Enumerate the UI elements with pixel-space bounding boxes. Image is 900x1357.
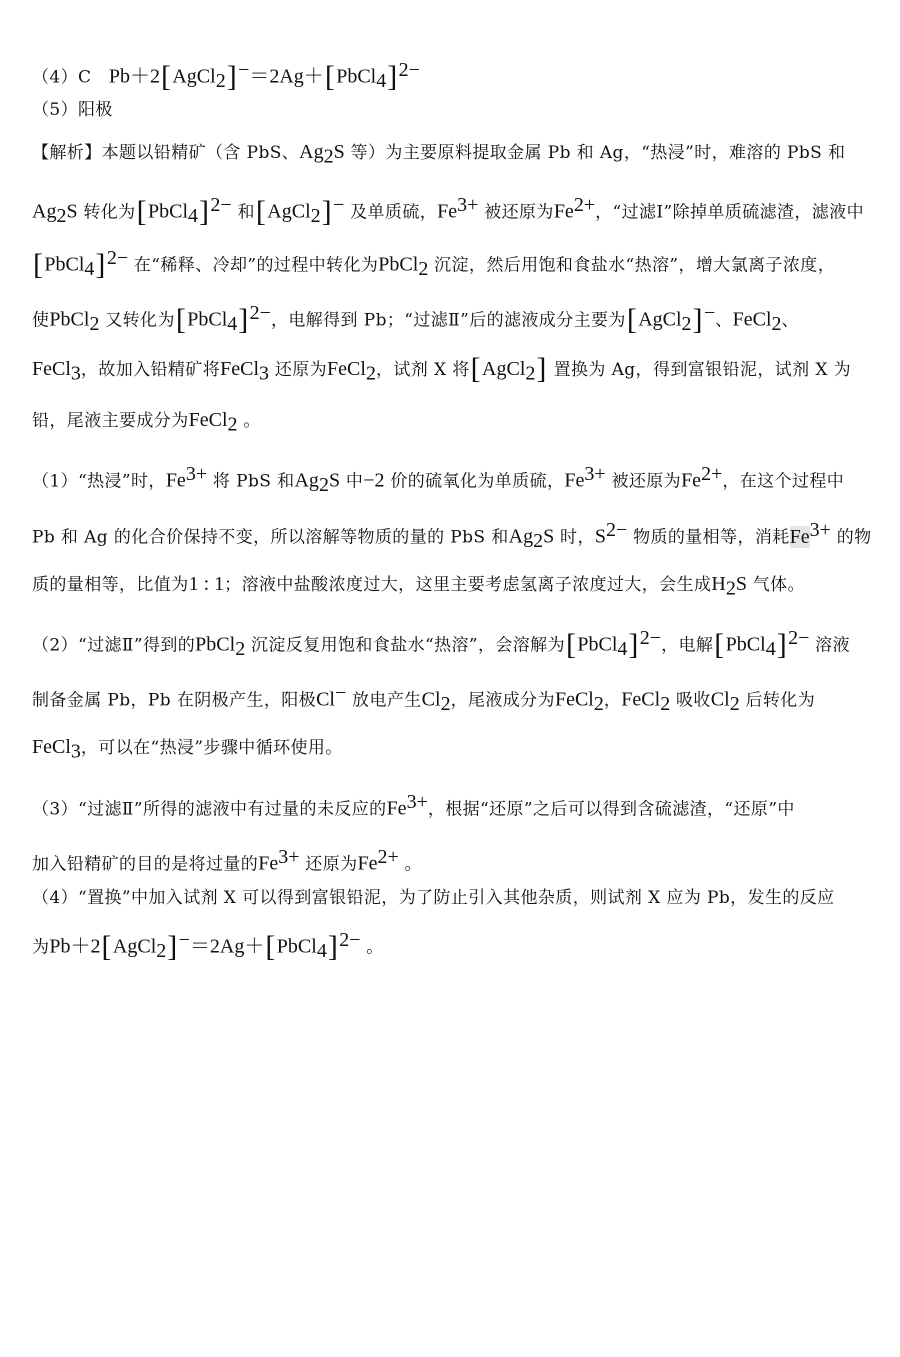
text-run: （5）阳极 [32,100,113,120]
text-run: 、 [715,310,733,331]
bracket: [ [136,194,147,228]
subscript: 4 [188,205,199,228]
formula-run: S [735,573,747,595]
superscript: 2− [210,194,232,216]
text-run: 被还原为 [478,202,554,223]
formula-run: PbCl [577,633,618,656]
formula-run: FeCl [621,688,661,711]
text-run: 吸收 [670,690,711,711]
text-run: ，在这个过程中 [722,471,845,492]
text-run: 时， [554,527,595,548]
subscript: 4 [765,638,776,661]
subscript: 2 [729,693,740,716]
formula-run: FeCl [188,409,228,431]
bracket: ] [327,929,339,963]
bracket: [ [265,929,276,963]
formula-run: Ag [508,525,534,548]
text-run: ，根据“还原”之后可以得到含硫滤渣，“还原”中 [427,799,795,820]
superscript: 2− [339,929,361,951]
formula-run: ＝2Ag＋ [189,935,265,958]
text-run: 价的硫氧化为单质硫， [384,471,565,492]
text-run: 。 [360,937,384,958]
bracket: [ [175,302,187,336]
text-run: 等）为主要原料提取金属 Pb 和 Ag，“热浸”时，难溶的 PbS 和 [344,143,846,163]
analysis-4 [32,301,872,336]
text-run: 将 PbS 和 [207,471,295,492]
text-run: （3）“过滤Ⅱ”所得的滤液中有过量的未反应的 [32,799,387,820]
superscript: 2+ [701,463,723,485]
bracket: ] [387,59,398,93]
formula-run: PbCl [336,65,377,88]
formula-run: Cl [710,688,730,711]
text-run: 使 [32,310,50,331]
subscript: 2 [593,693,604,716]
superscript: − [178,929,190,951]
subscript: 2 [156,940,167,963]
superscript: 2− [605,519,628,541]
formula-run: Fe [165,469,186,492]
answer-4 [32,58,872,93]
superscript: − [703,302,716,324]
analysis-1 [32,140,872,168]
formula-run: PbCl [276,935,317,958]
text-run: 气体。 [746,575,805,595]
text-run: （1）“热浸”时， [32,471,166,492]
formula-run: S [66,200,78,223]
text-run: 制备金属 Pb，Pb 在阴极产生，阳极 [32,690,317,711]
text-run: 及单质硫， [344,202,438,223]
superscript: − [238,59,250,81]
answer-5 [32,98,872,122]
formula-run: FeCl [327,358,366,380]
highlighted-formula-run: Fe [789,525,810,548]
bracket: ] [238,302,249,336]
bracket: [ [565,627,577,661]
bracket: ] [536,352,547,385]
superscript: 2− [249,302,271,324]
text-run: 为 [32,937,50,958]
subscript: 2 [440,693,451,716]
formula-run: PbCl [195,633,236,656]
formula-run: AgCl [482,358,526,380]
text-run: 、 [781,310,799,331]
part-1-line-2 [32,518,872,553]
text-run: 中 [340,471,364,492]
subscript: 4 [227,313,238,336]
analysis-6 [32,408,872,436]
formula-run: ＋2 [129,65,160,88]
bracket: [ [101,929,112,963]
bracket: [ [33,247,44,281]
part-1-line-1 [32,462,872,497]
subscript: 2 [215,70,226,93]
text-run: 后转化为 [739,690,816,711]
formula-run: PbCl [44,253,85,276]
bracket: ] [628,627,639,661]
subscript: 4 [617,638,628,661]
formula-run: AgCl [172,65,216,88]
subscript: 2 [725,577,736,600]
subscript: 2 [318,474,329,497]
analysis-2 [32,193,872,228]
formula-run: Fe [553,200,574,223]
bracket: ] [321,194,333,228]
formula-run: −2 [363,469,385,492]
text-run: 又转化为 [99,310,175,331]
subscript: 2 [89,313,100,336]
subscript: 4 [376,70,387,93]
formula-run: PbCl [147,200,189,223]
formula-run: Ag [294,469,319,492]
text-run: ，“过滤Ⅰ”除掉单质硫滤渣，滤液中 [595,202,864,223]
part-3-line-2 [32,845,872,877]
formula-run: Fe [386,797,407,820]
text-run: 放电产生 [346,690,422,711]
text-run: ；溶液中盐酸浓度过大，这里主要考虑氢离子浓度过大，会生成 [224,575,712,595]
subscript: 2 [418,258,429,281]
text-run: 加入铅精矿的目的是将过量的 [32,854,259,875]
superscript: 3+ [809,519,831,541]
formula-run: Pb＋2 [49,935,101,958]
part-3-line-1 [32,790,872,822]
formula-run: S [543,525,555,548]
superscript: 2− [788,627,810,649]
bracket: ] [692,302,703,336]
text-run: 质的量相等，比值为 [32,575,189,595]
formula-run: FeCl [32,736,71,758]
subscript: 2 [365,362,376,385]
text-run: 沉淀反复用饱和食盐水“热溶”，会溶解为 [245,635,565,656]
bracket: [ [470,352,482,385]
text-run: ，尾液成分为 [450,690,555,711]
formula-run: AgCl [112,935,157,958]
text-run: ，故加入铅精矿将 [80,360,221,380]
superscript: 3+ [584,463,606,485]
text-run: （4）“置换”中加入试剂 X 可以得到富银铅泥，为了防止引入其他杂质，则试剂 X 应为 Pb，发生的反应 [32,888,835,908]
text-run: 置换为 Ag，得到富银铅泥，试剂 X 为 [547,360,852,380]
text-run: （2）“过滤Ⅱ”得到的 [32,635,196,656]
bracket: [ [255,194,267,228]
subscript: 3 [70,362,81,385]
text-run: ，可以在“热浸”步骤中循环使用。 [80,738,343,758]
part-4-line-2 [32,928,872,963]
subscript: 2 [56,205,67,228]
text-run: 铅，尾液主要成分为 [32,411,189,431]
bracket: [ [324,59,336,93]
formula-run: S [328,469,341,492]
text-run: 溶液 [809,635,850,656]
text-run: 还原为 [269,360,328,380]
formula-run: PbCl [378,253,419,276]
formula-run: FeCl [554,688,594,711]
text-run: 【解析】本题以铅精矿（含 PbS、 [32,143,300,163]
text-run: Pb 和 Ag 的化合价保持不变，所以溶解等物质的量的 PbS 和 [32,527,509,548]
superscript: − [333,194,345,216]
text-run: ， [603,690,622,711]
subscript: 3 [259,362,270,385]
formula-run: Ag [32,200,57,223]
bracket: ] [167,929,178,963]
subscript: 4 [316,940,327,963]
superscript: 2− [398,59,420,81]
superscript: 3+ [185,463,208,485]
subscript: 2 [235,638,246,661]
part-1-line-3 [32,572,872,600]
superscript: 2− [106,247,129,269]
bracket: ] [776,627,788,661]
subscript: 2 [681,313,692,336]
superscript: 2− [639,627,662,649]
formula-run: PbCl [187,308,228,331]
formula-run: Cl [316,688,335,711]
subscript: 2 [323,145,334,168]
formula-run: FeCl [732,308,772,331]
formula-run: 1 : 1 [188,573,225,595]
bracket: ] [199,194,210,228]
formula-run: AgCl [638,308,682,331]
formula-run: Fe [681,469,702,492]
formula-run: FeCl [220,358,260,380]
formula-run: Fe [564,469,585,492]
superscript: 3+ [278,846,300,868]
superscript: 3+ [406,791,428,813]
subscript: 3 [70,740,81,763]
subscript: 2 [310,205,321,228]
formula-run: S [333,141,345,163]
bracket: ] [95,247,106,281]
formula-run: S [594,525,606,548]
text-run: 还原为 [299,854,358,875]
formula-run: ＝2Ag＋ [249,65,324,88]
text-run: ，电解 [661,635,714,656]
text-run: ，电解得到 Pb；“过滤Ⅱ”后的滤液成分主要为 [270,310,626,331]
formula-run: Pb [108,65,130,88]
formula-run: Fe [357,852,378,875]
part-2-line-2 [32,681,872,716]
subscript: 2 [525,362,536,385]
superscript: − [334,682,347,704]
superscript: 2+ [377,846,399,868]
bracket: [ [714,627,725,661]
bracket: [ [626,302,638,336]
text-run: 。 [237,411,261,431]
text-run: 和 [231,202,255,223]
text-run: （4）C [32,67,109,88]
subscript: 2 [227,413,238,436]
formula-run: PbCl [725,633,766,656]
text-run: 被还原为 [605,471,682,492]
formula-run: AgCl [267,200,311,223]
text-run: 的物 [830,527,872,548]
superscript: 3+ [457,194,479,216]
formula-run: H [711,573,726,595]
subscript: 2 [660,693,671,716]
part-2-line-1 [32,626,872,661]
superscript: 2+ [573,194,596,216]
formula-run: PbCl [49,308,90,331]
text-run: 在“稀释、冷却”的过程中转化为 [128,255,379,276]
bracket: [ [160,59,172,93]
text-run: ，试剂 X 将 [375,360,470,380]
formula-run: Fe [437,200,458,223]
part-4-line-1 [32,886,872,910]
subscript: 2 [533,530,544,553]
bracket: ] [226,59,238,93]
part-2-line-3 [32,735,872,763]
analysis-5 [32,354,872,385]
text-run: 沉淀，然后用饱和食盐水“热溶”，增大氯离子浓度， [428,255,836,276]
subscript: 4 [84,258,95,281]
text-run: 转化为 [77,202,136,223]
text-run: 物质的量相等，消耗 [627,527,790,548]
subscript: 2 [771,313,782,336]
formula-run: Cl [421,688,441,711]
formula-run: Fe [258,852,279,875]
formula-run: FeCl [32,358,71,380]
analysis-3 [32,246,872,281]
text-run: 。 [398,854,422,875]
formula-run: Ag [299,141,324,163]
